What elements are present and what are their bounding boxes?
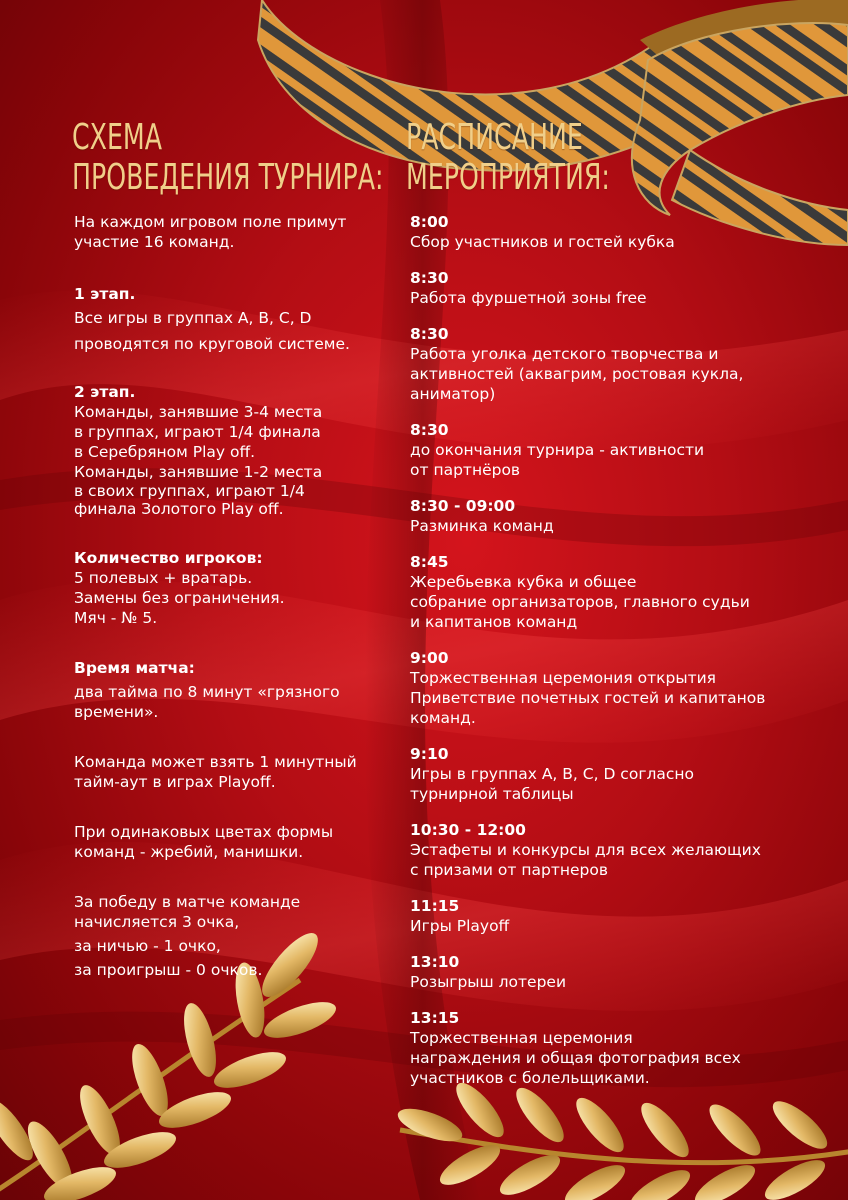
schedule-event	[410, 1008, 830, 1088]
schedule-event	[410, 648, 830, 728]
event-description: Разминка команд	[410, 517, 554, 535]
schedule-event	[410, 552, 830, 632]
match-time-block	[74, 658, 394, 722]
players-line: 5 полевых + вратарь.	[74, 569, 253, 587]
tournament-scheme-heading	[72, 118, 384, 198]
heading-line: СХЕМА	[72, 117, 162, 158]
stage2-line: в Серебряном Play off.	[74, 443, 256, 461]
colors-rule-line: При одинаковых цветах формы	[74, 823, 334, 841]
event-description: Жеребьевка кубка и общее собрание организаторов, главного судьи и капитанов команд	[410, 573, 750, 631]
event-time: 13:15	[410, 1009, 460, 1027]
schedule-event	[410, 744, 830, 804]
match-time-title: Время матча:	[74, 659, 195, 677]
event-time: 8:00	[410, 213, 449, 231]
stage1-title: 1 этап.	[74, 285, 136, 303]
intro-line: На каждом игровом поле примут	[74, 213, 347, 231]
stage1-line: проводятся по круговой системе.	[74, 335, 350, 353]
schedule-event	[410, 324, 830, 404]
stage2-title: 2 этап.	[74, 383, 136, 401]
players-line: Замены без ограничения.	[74, 589, 285, 607]
stage2-line: в своих группах, играют 1/4	[74, 482, 305, 500]
players-title: Количество игроков:	[74, 549, 263, 567]
event-time: 13:10	[410, 953, 460, 971]
event-description: Сбор участников и гостей кубка	[410, 233, 675, 251]
tournament-rules-column	[74, 212, 394, 1002]
schedule-event	[410, 896, 830, 936]
points-block	[74, 892, 394, 980]
heading-line: ПРОВЕДЕНИЯ ТУРНИРА:	[72, 157, 384, 198]
stage1-block	[74, 284, 394, 354]
intro-block	[74, 212, 394, 252]
event-description: Работа уголка детского творчества и активностей (аквагрим, ростовая кукла, аниматор)	[410, 345, 744, 403]
stage2-line: Команды, занявшие 1-2 места	[74, 463, 323, 481]
points-line: за ничью - 1 очко,	[74, 937, 221, 955]
schedule-event	[410, 212, 830, 252]
event-time: 8:30	[410, 325, 449, 343]
event-description: Торжественная церемония открытия Приветствие почетных гостей и капитанов команд.	[410, 669, 766, 727]
schedule-event	[410, 268, 830, 308]
event-time: 8:30 - 09:00	[410, 497, 516, 515]
players-block	[74, 548, 394, 628]
event-description: Работа фуршетной зоны free	[410, 289, 647, 307]
timeout-block	[74, 752, 394, 792]
colors-rule-block	[74, 822, 394, 862]
points-line: За победу в матче команде	[74, 893, 301, 911]
schedule-event	[410, 496, 830, 536]
heading-line: РАСПИСАНИЕ	[406, 117, 583, 158]
event-time: 8:30	[410, 421, 449, 439]
schedule-event	[410, 820, 830, 880]
event-time: 11:15	[410, 897, 460, 915]
schedule-event	[410, 420, 830, 480]
stage2-line: в группах, играют 1/4 финала	[74, 423, 321, 441]
stage2-block	[74, 382, 394, 518]
event-time: 8:30	[410, 269, 449, 287]
schedule-event	[410, 952, 830, 992]
event-description: Торжественная церемония награждения и общая фотография всех участников с болельщиками.	[410, 1029, 741, 1087]
timeout-line: Команда может взять 1 минутный	[74, 753, 357, 771]
points-line: за проигрыш - 0 очков.	[74, 961, 263, 979]
match-time-line: времени».	[74, 703, 159, 721]
event-description: Розыгрыш лотереи	[410, 973, 567, 991]
event-time: 9:10	[410, 745, 449, 763]
heading-line: МЕРОПРИЯТИЯ:	[406, 157, 610, 198]
schedule-heading	[406, 118, 610, 198]
points-line: начисляется 3 очка,	[74, 913, 240, 931]
colors-rule-line: команд - жребий, манишки.	[74, 843, 304, 861]
schedule-column	[410, 212, 830, 1104]
event-description: Эстафеты и конкурсы для всех желающих с призами от партнеров	[410, 841, 761, 879]
timeout-line: тайм-аут в играх Playoff.	[74, 773, 276, 791]
intro-line: участие 16 команд.	[74, 233, 235, 251]
event-description: до окончания турнира - активности от партнёров	[410, 441, 705, 479]
stage2-line: Команды, занявшие 3-4 места	[74, 403, 323, 421]
event-time: 10:30 - 12:00	[410, 821, 526, 839]
event-time: 9:00	[410, 649, 449, 667]
event-description: Игры Playoff	[410, 917, 510, 935]
players-line: Мяч - № 5.	[74, 609, 158, 627]
event-time: 8:45	[410, 553, 449, 571]
stage2-line: финала Золотого Play off.	[74, 500, 284, 518]
match-time-line: два тайма по 8 минут «грязного	[74, 683, 340, 701]
event-description: Игры в группах A, B, C, D согласно турнирной таблицы	[410, 765, 695, 803]
stage1-line: Все игры в группах A, B, C, D	[74, 309, 312, 327]
